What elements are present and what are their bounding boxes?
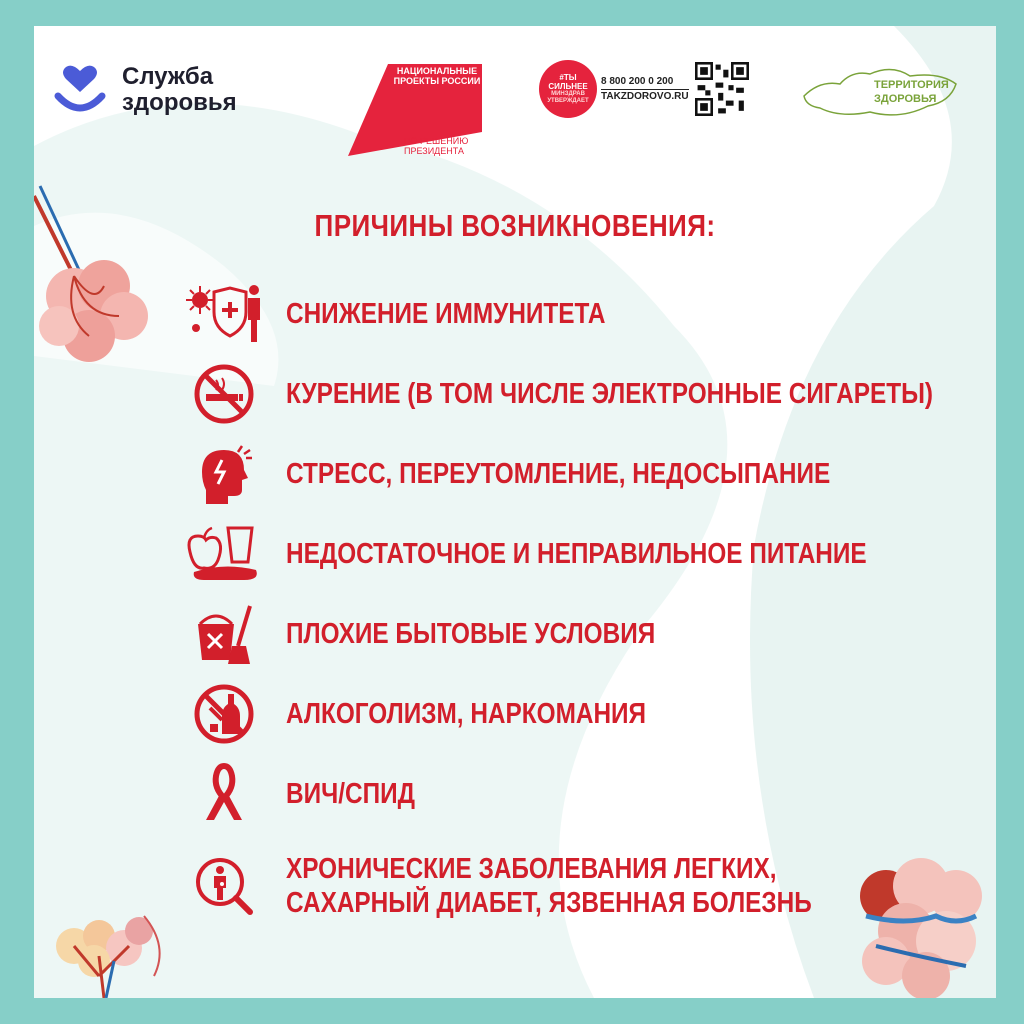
natsionalnye-proekty-logo <box>348 64 488 160</box>
cause-label: АЛКОГОЛИЗМ, НАРКОМАНИЯ <box>286 698 647 730</box>
cause-item-immunity <box>184 282 666 346</box>
immunity-icon <box>184 282 264 346</box>
cause-label: НЕДОСТАТОЧНОЕ И НЕПРАВИЛЬНОЕ ПИТАНИЕ <box>286 538 867 570</box>
heart-smile-icon <box>52 62 108 118</box>
territoriya-line2: ЗДОРОВЬЯ <box>874 93 937 105</box>
cause-item-stress <box>184 442 934 506</box>
no-smoking-icon <box>192 362 256 426</box>
no-alcohol-drugs-icon <box>192 682 256 746</box>
ty-silnee-badge <box>539 60 597 118</box>
body-scan-icon <box>192 854 256 918</box>
natsproekty-main-text: НАЦИОНАЛЬНЫЕ ПРОЕКТЫ РОССИИ <box>393 66 481 86</box>
cause-label: СТРЕСС, ПЕРЕУТОМЛЕНИЕ, НЕДОСЫПАНИЕ <box>286 458 831 490</box>
territoriya-line1: ТЕРРИТОРИЯ <box>874 79 949 91</box>
cause-label-line2: САХАРНЫЙ ДИАБЕТ, ЯЗВЕННАЯ БОЛЕЗНЬ <box>286 887 812 919</box>
ty-silnee-badge-text: #ТЫ СИЛЬНЕЕ <box>548 73 588 91</box>
sluzhba-logo-line2: здоровья <box>122 89 237 116</box>
cause-label-line1: ХРОНИЧЕСКИЕ ЗАБОЛЕВАНИЯ ЛЕГКИХ, <box>286 853 777 885</box>
territoriya-zdorovya-logo <box>800 62 960 122</box>
cause-item-smoking <box>184 362 996 426</box>
cause-label: КУРЕНИЕ (В ТОМ ЧИСЛЕ ЭЛЕКТРОННЫЕ СИГАРЕТЫ) <box>286 378 934 410</box>
food-icon <box>184 522 264 586</box>
cause-item-nutrition <box>184 522 977 586</box>
takzdorovo-site: TAKZDOROVO.RU <box>601 90 689 102</box>
ty-silnee-logo <box>539 60 749 118</box>
cause-item-living-conditions <box>184 602 726 666</box>
cause-item-hiv <box>184 762 440 826</box>
cause-label <box>286 852 812 920</box>
lung-illustration-bottom-left <box>44 906 184 998</box>
qr-code-icon <box>695 62 749 116</box>
cause-label: СНИЖЕНИЕ ИММУНИТЕТА <box>286 298 606 330</box>
natsproekty-sub-text: ПО РЕШЕНИЮ ПРЕЗИДЕНТА <box>404 136 469 156</box>
bucket-broom-icon <box>192 602 256 666</box>
ty-silnee-badge-subtext: МИНЗДРАВ УТВЕРЖДАЕТ <box>547 91 589 104</box>
stress-head-icon <box>192 442 256 506</box>
cause-item-alcohol-drugs <box>184 682 715 746</box>
sluzhba-zdorovya-logo <box>52 62 237 118</box>
cause-item-chronic-diseases <box>184 852 912 920</box>
section-title: ПРИЧИНЫ ВОЗНИКНОВЕНИЯ: <box>314 208 716 243</box>
lung-illustration-top-left <box>34 176 154 376</box>
poster-card <box>34 26 996 998</box>
hotline-phone: 8 800 200 0 200 <box>601 75 674 87</box>
awareness-ribbon-icon <box>192 762 256 826</box>
cause-label: ПЛОХИЕ БЫТОВЫЕ УСЛОВИЯ <box>286 618 656 650</box>
sluzhba-logo-line1: Служба <box>122 63 214 90</box>
cause-label: ВИЧ/СПИД <box>286 778 415 810</box>
